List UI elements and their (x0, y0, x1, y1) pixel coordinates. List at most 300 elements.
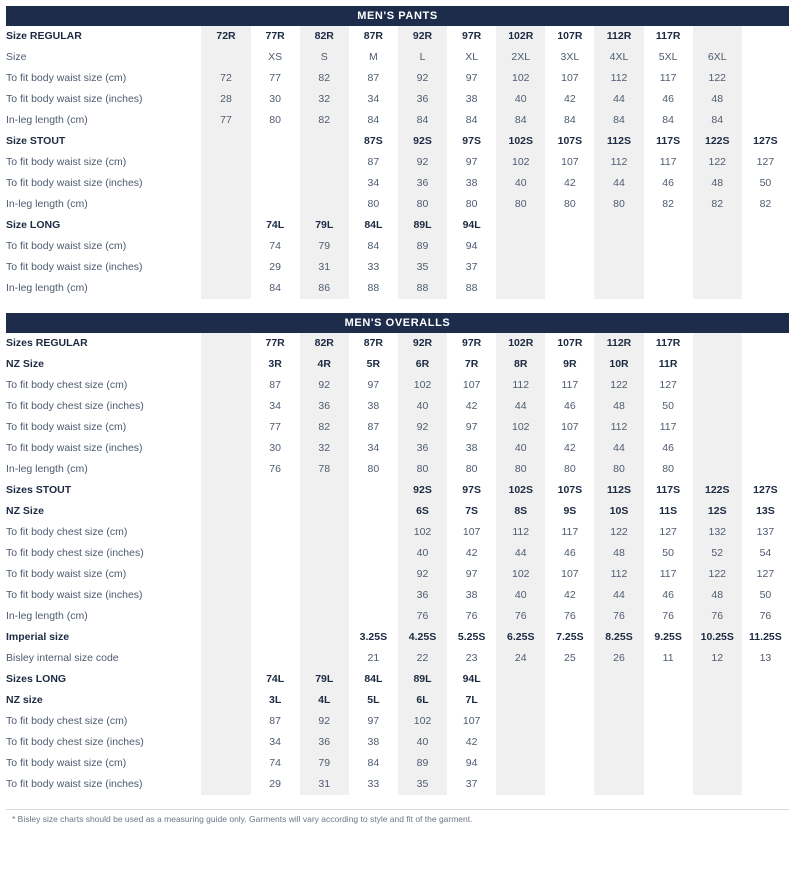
row-label: To fit body waist size (cm) (6, 68, 201, 89)
cell (251, 152, 300, 173)
cell: 76 (251, 459, 300, 480)
cell: 3.25S (349, 627, 398, 648)
cell (251, 131, 300, 152)
cell: 34 (349, 173, 398, 194)
row-label: NZ Size (6, 354, 201, 375)
cell (300, 627, 349, 648)
table-row (6, 47, 789, 68)
cell: 7R (447, 354, 496, 375)
cell: 97 (447, 417, 496, 438)
cell (251, 585, 300, 606)
cell: 84 (594, 110, 643, 131)
table-row (6, 732, 789, 753)
cell: 34 (349, 438, 398, 459)
cell (644, 690, 693, 711)
cell: 50 (644, 396, 693, 417)
cell: 112S (594, 131, 643, 152)
cell: 87 (251, 711, 300, 732)
cell: 74L (251, 215, 300, 236)
cell (693, 459, 742, 480)
cell: 77 (251, 68, 300, 89)
cell: 76 (693, 606, 742, 627)
cell: 82 (300, 417, 349, 438)
cell: 97S (447, 131, 496, 152)
cell: 102 (398, 375, 447, 396)
table-row (6, 89, 789, 110)
cell: 107R (545, 333, 594, 354)
row-label: To fit body chest size (inches) (6, 396, 201, 417)
cell (300, 152, 349, 173)
cell (201, 333, 250, 354)
cell (545, 774, 594, 795)
cell (594, 236, 643, 257)
cell (201, 257, 250, 278)
cell (201, 711, 250, 732)
cell (742, 236, 789, 257)
row-label: Sizes STOUT (6, 480, 201, 501)
cell: 102S (496, 480, 545, 501)
cell: 5L (349, 690, 398, 711)
cell: 102R (496, 333, 545, 354)
cell: 94 (447, 753, 496, 774)
table-row (6, 564, 789, 585)
cell: 107 (447, 375, 496, 396)
cell (693, 278, 742, 299)
cell: 13S (742, 501, 789, 522)
cell: 127S (742, 480, 789, 501)
cell: 3L (251, 690, 300, 711)
cell (349, 543, 398, 564)
cell: 48 (594, 543, 643, 564)
banner-row (6, 6, 789, 26)
cell: 92 (300, 375, 349, 396)
table-row (6, 194, 789, 215)
cell: 94L (447, 215, 496, 236)
cell: 77 (251, 417, 300, 438)
cell: 92 (398, 417, 447, 438)
cell: 5XL (644, 47, 693, 68)
cell: 97 (447, 152, 496, 173)
cell: 36 (300, 732, 349, 753)
cell: 38 (447, 585, 496, 606)
row-label: To fit body waist size (inches) (6, 585, 201, 606)
cell (349, 501, 398, 522)
cell: 48 (594, 396, 643, 417)
cell: 132 (693, 522, 742, 543)
cell: 6S (398, 501, 447, 522)
cell (251, 480, 300, 501)
cell: 79L (300, 669, 349, 690)
cell: 102 (496, 417, 545, 438)
table-row (6, 627, 789, 648)
cell: 40 (398, 732, 447, 753)
cell: 29 (251, 774, 300, 795)
cell: 10.25S (693, 627, 742, 648)
cell (545, 215, 594, 236)
cell: 117 (545, 522, 594, 543)
cell: 107R (545, 26, 594, 47)
cell (201, 438, 250, 459)
cell: 34 (349, 89, 398, 110)
cell (693, 690, 742, 711)
cell: 33 (349, 774, 398, 795)
cell: 44 (496, 396, 545, 417)
cell: 5R (349, 354, 398, 375)
cell: 80 (594, 194, 643, 215)
cell: 42 (545, 585, 594, 606)
cell: 97 (349, 375, 398, 396)
cell: 11.25S (742, 627, 789, 648)
cell: 48 (693, 89, 742, 110)
cell: 84 (644, 110, 693, 131)
cell: 7S (447, 501, 496, 522)
row-label: NZ Size (6, 501, 201, 522)
cell: 102 (496, 68, 545, 89)
cell: 97 (349, 711, 398, 732)
cell: 44 (496, 543, 545, 564)
table-row (6, 459, 789, 480)
cell: 44 (594, 89, 643, 110)
cell: 87 (349, 417, 398, 438)
cell: 112S (594, 480, 643, 501)
cell: 50 (644, 543, 693, 564)
cell: 48 (693, 173, 742, 194)
cell: 80 (398, 459, 447, 480)
cell: 33 (349, 257, 398, 278)
cell: 94 (447, 236, 496, 257)
cell: 8.25S (594, 627, 643, 648)
cell (201, 194, 250, 215)
cell: 37 (447, 257, 496, 278)
cell (201, 396, 250, 417)
cell: 9S (545, 501, 594, 522)
cell (545, 278, 594, 299)
cell (644, 236, 693, 257)
cell (693, 774, 742, 795)
table-block-mens-pants (6, 6, 789, 299)
cell: 77R (251, 333, 300, 354)
cell: 92S (398, 480, 447, 501)
cell: 112 (594, 152, 643, 173)
cell: 42 (545, 173, 594, 194)
cell: 10S (594, 501, 643, 522)
cell: 35 (398, 774, 447, 795)
cell: 117 (644, 564, 693, 585)
cell (251, 648, 300, 669)
table-row (6, 236, 789, 257)
cell (742, 753, 789, 774)
cell: XL (447, 47, 496, 68)
table-row (6, 257, 789, 278)
cell: 10R (594, 354, 643, 375)
cell: 76 (644, 606, 693, 627)
cell: 102 (496, 564, 545, 585)
cell: 44 (594, 585, 643, 606)
table-row (6, 417, 789, 438)
cell: 82 (742, 194, 789, 215)
cell: 42 (545, 438, 594, 459)
cell: 80 (447, 194, 496, 215)
cell (300, 501, 349, 522)
cell (594, 732, 643, 753)
cell: 127 (644, 522, 693, 543)
cell (201, 501, 250, 522)
cell: 84L (349, 669, 398, 690)
cell: 76 (496, 606, 545, 627)
cell (742, 257, 789, 278)
cell (742, 26, 789, 47)
cell (300, 480, 349, 501)
table-row (6, 110, 789, 131)
cell: 82 (644, 194, 693, 215)
row-label: To fit body waist size (cm) (6, 417, 201, 438)
cell: 87 (251, 375, 300, 396)
cell: 12S (693, 501, 742, 522)
cell (693, 753, 742, 774)
table-block-mens-overalls (6, 313, 789, 795)
cell: 42 (545, 89, 594, 110)
cell: 87R (349, 26, 398, 47)
cell (251, 564, 300, 585)
cell: 82R (300, 26, 349, 47)
cell: 102 (496, 152, 545, 173)
cell: 127 (644, 375, 693, 396)
cell: 25 (545, 648, 594, 669)
cell: 50 (742, 173, 789, 194)
cell: 74 (251, 753, 300, 774)
cell: 38 (349, 396, 398, 417)
cell: 31 (300, 257, 349, 278)
mens-overalls-table (6, 313, 789, 795)
cell: 92 (398, 564, 447, 585)
row-label: In-leg length (cm) (6, 459, 201, 480)
row-label: To fit body waist size (inches) (6, 173, 201, 194)
cell (251, 522, 300, 543)
cell (594, 711, 643, 732)
cell: 80 (644, 459, 693, 480)
cell: 76 (742, 606, 789, 627)
cell (742, 215, 789, 236)
cell (545, 732, 594, 753)
cell: 89 (398, 753, 447, 774)
cell: 82R (300, 333, 349, 354)
cell: 8S (496, 501, 545, 522)
cell: 9R (545, 354, 594, 375)
cell: 97 (447, 564, 496, 585)
cell: 122S (693, 131, 742, 152)
cell (201, 459, 250, 480)
table-row (6, 690, 789, 711)
cell: 112R (594, 26, 643, 47)
cell (594, 774, 643, 795)
cell (201, 732, 250, 753)
cell: 82 (300, 110, 349, 131)
banner-row (6, 313, 789, 333)
cell (300, 585, 349, 606)
cell: 107S (545, 131, 594, 152)
cell: 4L (300, 690, 349, 711)
cell (742, 396, 789, 417)
cell: 30 (251, 438, 300, 459)
cell: 79 (300, 236, 349, 257)
cell: 3R (251, 354, 300, 375)
cell: 36 (398, 89, 447, 110)
cell: 88 (398, 278, 447, 299)
cell (644, 753, 693, 774)
table-row (6, 543, 789, 564)
cell: 76 (398, 606, 447, 627)
cell (742, 459, 789, 480)
row-label: To fit body waist size (inches) (6, 438, 201, 459)
table-row (6, 375, 789, 396)
cell: 40 (496, 585, 545, 606)
cell (201, 354, 250, 375)
table-row (6, 354, 789, 375)
cell (693, 257, 742, 278)
cell: 40 (398, 543, 447, 564)
cell (349, 585, 398, 606)
cell: 117 (644, 417, 693, 438)
cell: 38 (349, 732, 398, 753)
cell: 40 (496, 438, 545, 459)
cell: 97R (447, 26, 496, 47)
cell: 89L (398, 215, 447, 236)
cell: 24 (496, 648, 545, 669)
cell: 7L (447, 690, 496, 711)
cell (201, 753, 250, 774)
table-title: MEN'S OVERALLS (6, 313, 789, 333)
cell: 6R (398, 354, 447, 375)
table-row (6, 522, 789, 543)
cell: 6L (398, 690, 447, 711)
cell (742, 278, 789, 299)
cell (693, 354, 742, 375)
cell: 102 (398, 522, 447, 543)
row-label: Sizes LONG (6, 669, 201, 690)
row-label: In-leg length (cm) (6, 278, 201, 299)
table-row (6, 669, 789, 690)
row-label: To fit body waist size (cm) (6, 753, 201, 774)
cell: 30 (251, 89, 300, 110)
cell: 42 (447, 732, 496, 753)
row-label: To fit body chest size (inches) (6, 732, 201, 753)
cell: 76 (594, 606, 643, 627)
cell (251, 627, 300, 648)
cell (545, 690, 594, 711)
cell: 44 (594, 438, 643, 459)
cell: 112 (594, 68, 643, 89)
cell: 46 (644, 585, 693, 606)
row-label: To fit body waist size (inches) (6, 89, 201, 110)
cell: 5.25S (447, 627, 496, 648)
table-row (6, 711, 789, 732)
cell: 12 (693, 648, 742, 669)
cell: 79L (300, 215, 349, 236)
cell: 80 (447, 459, 496, 480)
cell: 40 (496, 89, 545, 110)
cell: 122 (693, 68, 742, 89)
cell: 82 (300, 68, 349, 89)
cell (693, 333, 742, 354)
cell: 36 (300, 396, 349, 417)
cell: 88 (447, 278, 496, 299)
cell (742, 110, 789, 131)
cell: 34 (251, 732, 300, 753)
cell (201, 585, 250, 606)
cell (693, 669, 742, 690)
row-label: To fit body waist size (cm) (6, 236, 201, 257)
row-label: To fit body waist size (cm) (6, 564, 201, 585)
cell: 4XL (594, 47, 643, 68)
cell: 80 (398, 194, 447, 215)
cell: 117R (644, 26, 693, 47)
cell: 32 (300, 89, 349, 110)
cell (742, 438, 789, 459)
cell: 8R (496, 354, 545, 375)
cell: 127S (742, 131, 789, 152)
cell (644, 257, 693, 278)
cell: 36 (398, 438, 447, 459)
cell: 102S (496, 131, 545, 152)
cell (300, 543, 349, 564)
cell: 107 (545, 564, 594, 585)
cell (693, 711, 742, 732)
cell (742, 774, 789, 795)
cell: L (398, 47, 447, 68)
cell (201, 669, 250, 690)
row-label: NZ size (6, 690, 201, 711)
row-label: To fit body waist size (inches) (6, 774, 201, 795)
cell (201, 774, 250, 795)
cell (201, 173, 250, 194)
cell: 54 (742, 543, 789, 564)
cell (594, 753, 643, 774)
cell (201, 375, 250, 396)
cell: 77R (251, 26, 300, 47)
cell: 127 (742, 564, 789, 585)
cell: 76 (545, 606, 594, 627)
cell (693, 375, 742, 396)
cell: 84 (398, 110, 447, 131)
cell (349, 480, 398, 501)
cell: 80 (545, 459, 594, 480)
cell (300, 522, 349, 543)
cell: 84 (349, 110, 398, 131)
cell (496, 669, 545, 690)
cell (693, 417, 742, 438)
cell (201, 522, 250, 543)
cell (300, 648, 349, 669)
cell: 40 (496, 173, 545, 194)
cell: 92R (398, 26, 447, 47)
cell: 107S (545, 480, 594, 501)
table-row (6, 501, 789, 522)
table-row (6, 131, 789, 152)
row-label: Size LONG (6, 215, 201, 236)
cell (201, 690, 250, 711)
cell: 84 (349, 236, 398, 257)
cell (496, 690, 545, 711)
table-row (6, 26, 789, 47)
cell (496, 215, 545, 236)
table-row (6, 774, 789, 795)
cell: 21 (349, 648, 398, 669)
cell (201, 417, 250, 438)
cell (496, 753, 545, 774)
cell (496, 774, 545, 795)
cell (545, 669, 594, 690)
cell (251, 543, 300, 564)
